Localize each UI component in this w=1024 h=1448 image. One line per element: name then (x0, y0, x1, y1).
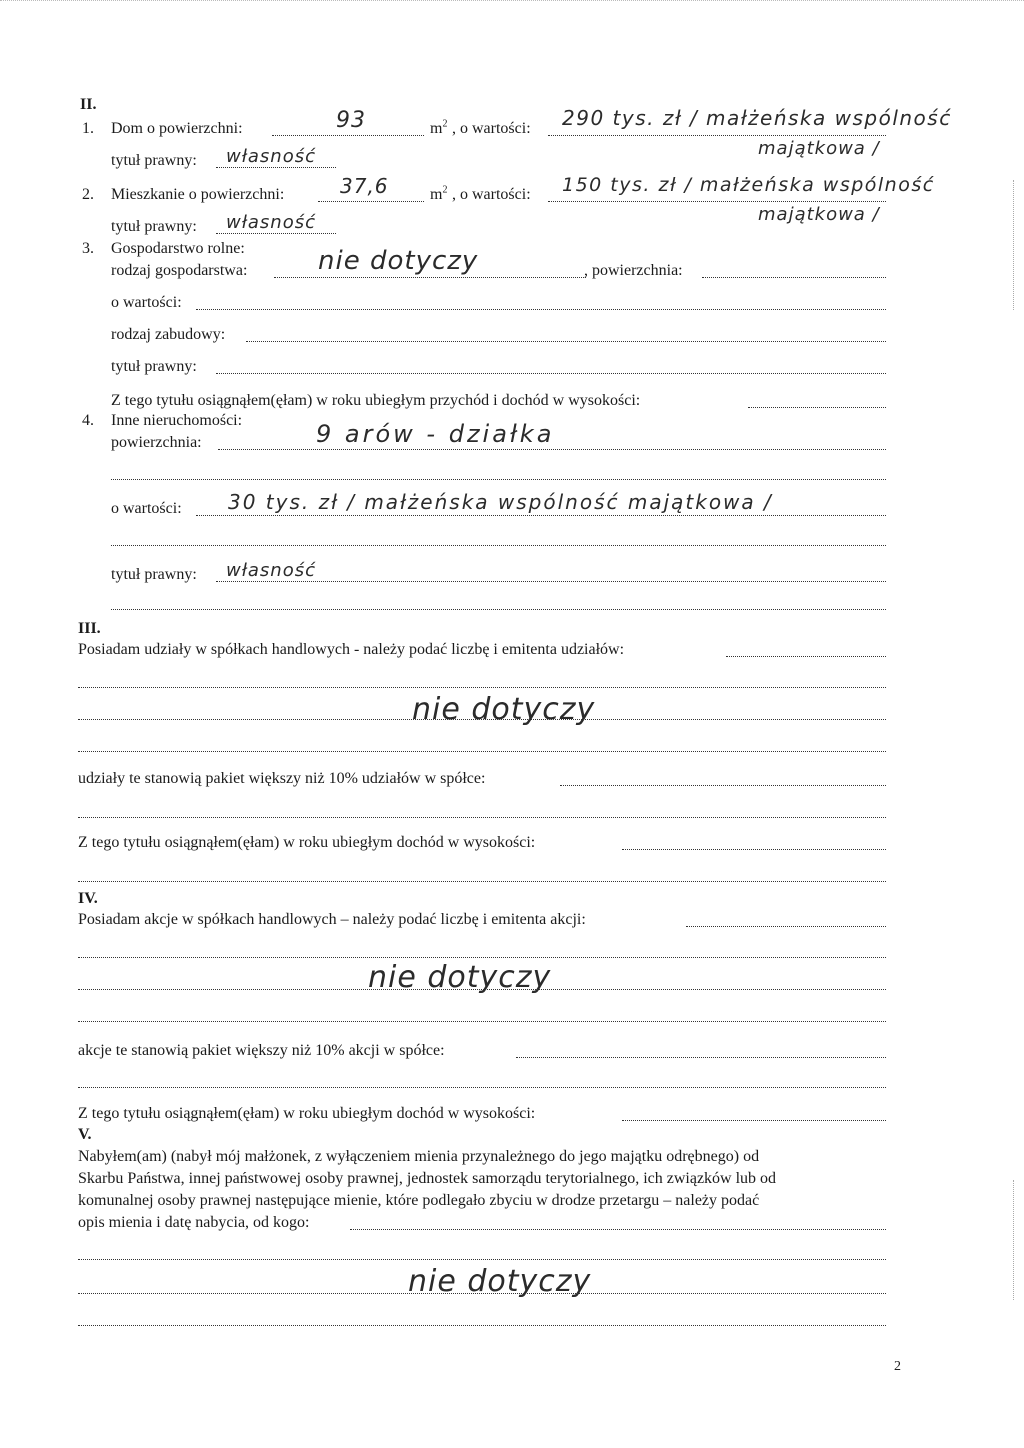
scan-edge-top (0, 0, 1024, 7)
stocks-value: nie dotyczy (368, 960, 552, 995)
farm-buildings-field[interactable] (246, 341, 886, 342)
stocks-field-4[interactable] (78, 1021, 886, 1022)
other-property-value-label: o wartości: (111, 500, 182, 517)
acquisition-field-3[interactable] (78, 1293, 886, 1294)
section-v-line-2: Skarbu Państwa, innej państwowej osoby prawnej, jednostek samorządu terytorialnego, ich związków lub od (78, 1170, 777, 1187)
farm-value-label: o wartości: (111, 294, 182, 311)
farm-income-field[interactable] (748, 407, 886, 408)
shares-field-2[interactable] (78, 687, 886, 688)
shares-packet-field[interactable] (560, 785, 886, 786)
house-area-value: 93 (336, 108, 366, 133)
shares-value: nie dotyczy (412, 692, 596, 727)
other-property-area-label: powierzchnia: (111, 434, 202, 451)
other-property-title-field-2[interactable] (111, 609, 886, 610)
shares-income-field-2[interactable] (78, 881, 886, 882)
house-value-field[interactable] (548, 135, 886, 136)
flat-area-unit: $m^2$ (430, 184, 448, 203)
flat-value-cont: majątkowa / (758, 204, 880, 225)
other-property-area-value: 9 arów - działka (316, 420, 555, 448)
other-property-title-value: własność (226, 560, 316, 581)
farm-type-value: nie dotyczy (318, 246, 479, 276)
stocks-field[interactable] (686, 926, 886, 927)
section-v-line-3: komunalnej osoby prawnej następujące mienie, które podlegało zbyciu w drodze przetargu – należy podać (78, 1192, 760, 1209)
farm-income-label: Z tego tytułu osiągnąłem(ęłam) w roku ubiegłym przychód i dochód w wysokości: (111, 392, 641, 409)
stocks-field-2[interactable] (78, 957, 886, 958)
acquisition-field-2[interactable] (78, 1259, 886, 1260)
stocks-income-label: Z tego tytułu osiągnąłem(ęłam) w roku ubiegłym dochód w wysokości: (78, 1105, 536, 1122)
shares-packet-label: udziały te stanowią pakiet większy niż 10% udziałów w spółce: (78, 770, 486, 787)
house-title-value: własność (226, 146, 316, 167)
flat-area-value: 37,6 (340, 174, 389, 198)
stocks-label: Posiadam akcje w spółkach handlowych – należy podać liczbę i emitenta akcji: (78, 911, 586, 928)
item-3-number: 3. (82, 240, 94, 257)
house-area-unit: $m^2$ (430, 118, 448, 137)
item-1-number: 1. (82, 120, 94, 137)
other-property-value-field[interactable] (196, 515, 886, 516)
other-property-value-field-2[interactable] (111, 545, 886, 546)
stocks-packet-label: akcje te stanowią pakiet większy niż 10% akcji w spółce: (78, 1042, 445, 1059)
stocks-field-3[interactable] (78, 989, 886, 990)
other-property-area-field[interactable] (218, 449, 886, 450)
flat-value: 150 tys. zł / małżeńska wspólność (562, 174, 935, 196)
shares-field-4[interactable] (78, 751, 886, 752)
other-property-value: 30 tys. zł / małżeńska wspólność majątkowa / (228, 490, 773, 514)
scan-edge-right-lower (1013, 1180, 1014, 1300)
section-v-line-1: Nabyłem(am) (nabył mój małżonek, z wyłączeniem mienia przynależnego do jego majątku odrębnego) od (78, 1148, 760, 1165)
farm-value-field[interactable] (196, 309, 886, 310)
other-property-area-field-2[interactable] (111, 479, 886, 480)
shares-label: Posiadam udziały w spółkach handlowych - należy podać liczbę i emitenta udziałów: (78, 641, 625, 658)
stocks-packet-field[interactable] (516, 1057, 886, 1058)
stocks-packet-field-2[interactable] (78, 1087, 886, 1088)
page-number: 2 (894, 1359, 901, 1374)
section-iv-heading: IV. (78, 890, 98, 907)
flat-title-field[interactable] (216, 233, 336, 234)
scan-edge-right (1013, 180, 1014, 310)
flat-value-field[interactable] (548, 201, 886, 202)
house-title-field[interactable] (216, 167, 336, 168)
farm-title-label: tytuł prawny: (111, 358, 197, 375)
other-property-label: Inne nieruchomości: (111, 412, 243, 429)
farm-area-field[interactable] (702, 277, 886, 278)
farm-type-field[interactable] (274, 277, 586, 278)
section-v-heading: V. (78, 1126, 92, 1143)
section-v-line-4: opis mienia i datę nabycia, od kogo: (78, 1214, 310, 1231)
shares-field-3[interactable] (78, 719, 886, 720)
house-value-cont: majątkowa / (758, 138, 880, 159)
house-value-label: , o wartości: (452, 120, 531, 137)
acquisition-field-4[interactable] (78, 1325, 886, 1326)
farm-type-label: rodzaj gospodarstwa: (111, 262, 248, 279)
shares-packet-field-2[interactable] (78, 817, 886, 818)
house-value: 290 tys. zł / małżeńska wspólność (562, 106, 952, 130)
flat-area-field[interactable] (318, 201, 424, 202)
shares-field[interactable] (726, 656, 886, 657)
flat-area-label: Mieszkanie o powierzchni: (111, 186, 285, 203)
stocks-income-field[interactable] (622, 1120, 886, 1121)
farm-area-label: , powierzchnia: (584, 262, 683, 279)
item-4-number: 4. (82, 412, 94, 429)
item-2-number: 2. (82, 186, 94, 203)
other-property-title-label: tytuł prawny: (111, 566, 197, 583)
farm-title-field[interactable] (216, 373, 886, 374)
shares-income-label: Z tego tytułu osiągnąłem(ęłam) w roku ubiegłym dochód w wysokości: (78, 834, 536, 851)
acquisition-field[interactable] (350, 1229, 886, 1230)
house-title-label: tytuł prawny: (111, 152, 197, 169)
flat-title-value: własność (226, 212, 316, 233)
flat-value-label: , o wartości: (452, 186, 531, 203)
farm-label: Gospodarstwo rolne: (111, 240, 245, 257)
house-area-field[interactable] (272, 135, 424, 136)
other-property-title-field[interactable] (216, 581, 886, 582)
farm-buildings-label: rodzaj zabudowy: (111, 326, 226, 343)
flat-title-label: tytuł prawny: (111, 218, 197, 235)
section-ii-heading: II. (80, 96, 97, 113)
house-area-label: Dom o powierzchni: (111, 120, 243, 137)
section-iii-heading: III. (78, 620, 101, 637)
acquisition-value: nie dotyczy (408, 1264, 592, 1299)
shares-income-field[interactable] (622, 849, 886, 850)
